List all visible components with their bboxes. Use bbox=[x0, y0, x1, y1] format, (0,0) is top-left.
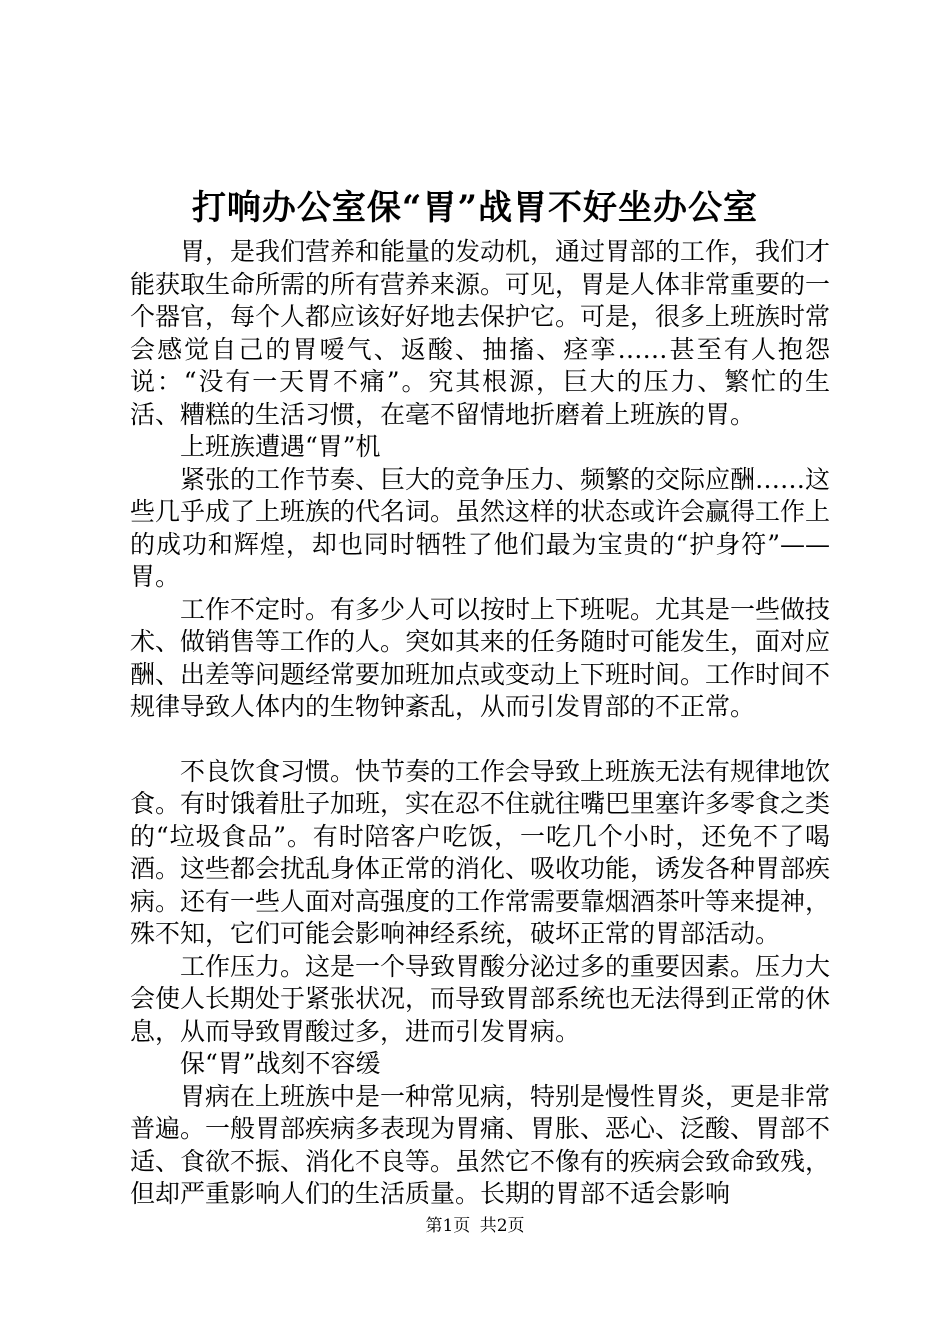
paragraph-stomach-disease: 胃病在上班族中是一种常见病，特别是慢性胃炎，更是非常普遍。一般胃部疾病多表现为胃痛、胃胀、恶心、泛酸、胃部不适、食欲不振、消化不良等。虽然它不像有的疾病会致命致残，但却严重影响人们的生活质量。长期的胃部不适会影响 bbox=[130, 1081, 831, 1208]
paragraph-diet-habits: 不良饮食习惯。快节奏的工作会导致上班族无法有规律地饮食。有时饿着肚子加班，实在忍不住就往嘴巴里塞许多零食之类的“垃圾食品”。有时陪客户吃饭，一吃几个小时，还免不了喝酒。这些都会扰乱身体正常的消化、吸收功能，诱发各种胃部疾病。还有一些人面对高强度的工作常需要靠烟酒茶叶等来提神，殊不知，它们可能会影响神经系统，破坏正常的胃部活动。 bbox=[130, 756, 831, 948]
paragraph-irregular-hours: 工作不定时。有多少人可以按时上下班呢。尤其是一些做技术、做销售等工作的人。突如其来的任务随时可能发生，面对应酬、出差等问题经常要加班加点或变动上下班时间。工作时间不规律导致人体内的生物钟紊乱，从而引发胃部的不正常。 bbox=[130, 594, 831, 721]
page-number: 第1页 bbox=[425, 1216, 471, 1236]
paragraph-spacer bbox=[130, 724, 830, 756]
section-heading-protect-stomach: 保“胃”战刻不容缓 bbox=[180, 1049, 381, 1078]
page-footer bbox=[0, 1214, 950, 1238]
paragraph-work-stress: 工作压力。这是一个导致胃酸分泌过多的重要因素。压力大会使人长期处于紧张状况，而导致胃部系统也无法得到正常的休息，从而导致胃酸过多，进而引发胃病。 bbox=[130, 951, 831, 1046]
document-body bbox=[130, 236, 830, 1211]
paragraph-work-pressure-intro: 紧张的工作节奏、巨大的竞争压力、频繁的交际应酬……这些几乎成了上班族的代名词。虽然这样的状态或许会赢得工作上的成功和辉煌，却也同时牺牲了他们最为宝贵的“护身符”——胃。 bbox=[130, 464, 831, 591]
document-title: 打响办公室保“胃”战胃不好坐办公室 bbox=[191, 188, 759, 228]
section-heading-office-workers: 上班族遭遇“胃”机 bbox=[180, 432, 381, 461]
paragraph-intro: 胃，是我们营养和能量的发动机，通过胃部的工作，我们才能获取生命所需的所有营养来源。可见，胃是人体非常重要的一个器官，每个人都应该好好地去保护它。可是，很多上班族时常会感觉自己的胃嗳气、返酸、抽搐、痉挛……甚至有人抱怨说：“没有一天胃不痛”。究其根源，巨大的压力、繁忙的生活、糟糕的生活习惯，在毫不留情地折磨着上班族的胃。 bbox=[130, 237, 831, 429]
page-total: 共2页 bbox=[479, 1216, 525, 1236]
